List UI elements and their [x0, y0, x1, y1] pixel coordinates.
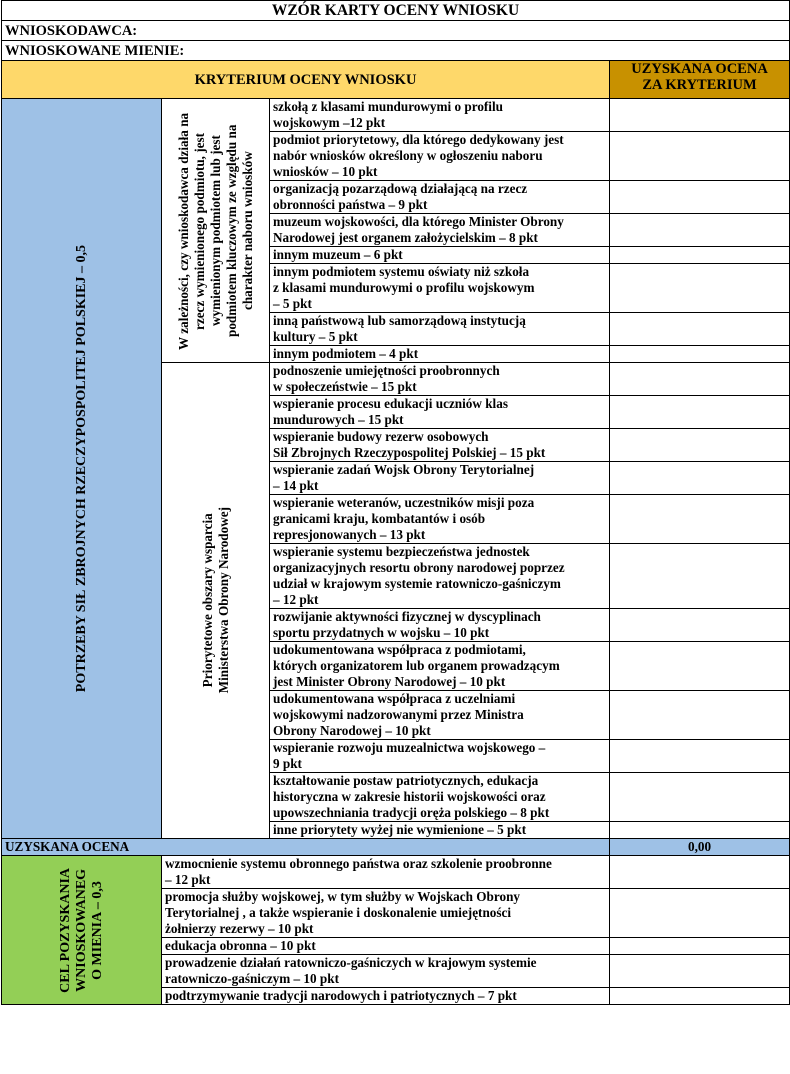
score-cell[interactable] [610, 363, 790, 396]
criterion-line: udokumentowana współpraca z uczelniami [273, 691, 516, 706]
criterion-cell [270, 313, 610, 346]
group2-label-line: Ministerstwa Obrony Narodowej [215, 507, 231, 694]
score-cell[interactable] [610, 99, 790, 132]
criterion-line: podtrzymywanie tradycji narodowych i patriotycznych – 7 pkt [165, 988, 517, 1003]
criterion-line: szkołą z klasami mundurowymi o profilu [273, 99, 503, 114]
section1-label-cell [2, 99, 162, 839]
criterion-line: ratowniczo-gaśniczym – 10 pkt [165, 971, 339, 986]
group1-label [176, 100, 256, 362]
criterion-line: wspieranie systemu bezpieczeństwa jednostek [273, 544, 530, 559]
score-cell[interactable] [610, 264, 790, 313]
criterion-cell [270, 429, 610, 462]
criterion-line: żołnierzy rezerwy – 10 pkt [165, 921, 314, 936]
criterion-cell [270, 822, 610, 839]
criterion-cell [162, 856, 610, 889]
criterion-line: edukacja obronna – 10 pkt [165, 938, 316, 953]
score-cell[interactable] [610, 429, 790, 462]
criterion-cell [270, 773, 610, 822]
group2-label-cell [162, 363, 270, 839]
criterion-cell [270, 132, 610, 181]
criterion-line: Obrony Narodowej – 10 pkt [273, 723, 431, 738]
criterion-line: wspieranie budowy rezerw osobowych [273, 429, 489, 444]
group2-label [200, 507, 232, 693]
criterion-line: 9 pkt [273, 756, 302, 771]
criterion-cell [270, 99, 610, 132]
group1-label-line: W zależności, czy wnioskodawca działa na [175, 111, 191, 350]
criterion-line: kształtowanie postaw patriotycznych, edukacja [273, 773, 539, 788]
criterion-line: Terytorialnej , a także wspieranie i doskonalenie umiejętności [165, 905, 512, 920]
score-cell[interactable] [610, 313, 790, 346]
group1-label-line: podmiotem kluczowym ze względu na [223, 124, 239, 337]
criterion-line: granicami kraju, kombatantów i osób [273, 511, 486, 526]
section1-sum-value: 0,00 [610, 839, 790, 856]
section2-label-line: O MIENIA – 0,3 [89, 880, 105, 980]
score-cell[interactable] [610, 544, 790, 609]
criterion-line: obronności państwa – 9 pkt [273, 197, 428, 212]
section1-label: POTRZEBY SIŁ ZBROJNYCH RZECZYPOSPOLITEJ POLSKIEJ – 0,5 [73, 244, 89, 693]
criterion-line: organizacyjnych resortu obrony narodowej poprzez [273, 560, 565, 575]
group1-label-cell [162, 99, 270, 363]
criterion-line: represjonowanych – 13 pkt [273, 527, 426, 542]
criterion-cell [270, 247, 610, 264]
requested-property-label: WNIOSKOWANE MIENIE: [2, 41, 790, 61]
criterion-cell [270, 346, 610, 363]
criterion-line: innym podmiotem systemu oświaty niż szkoła [273, 264, 530, 279]
score-cell[interactable] [610, 247, 790, 264]
score-cell[interactable] [610, 856, 790, 889]
criterion-cell [270, 214, 610, 247]
criterion-line: podnoszenie umiejętności proobronnych [273, 363, 500, 378]
score-cell[interactable] [610, 181, 790, 214]
criterion-line: – 14 pkt [273, 478, 319, 493]
score-cell[interactable] [610, 889, 790, 938]
criterion-line: – 12 pkt [273, 592, 319, 607]
criterion-cell [270, 642, 610, 691]
criterion-line: organizacją pozarządową działającą na rzecz [273, 181, 528, 196]
criterion-line: – 5 pkt [273, 296, 312, 311]
criterion-line: wzmocnienie systemu obronnego państwa oraz szkolenie proobronne [165, 856, 552, 871]
score-cell[interactable] [610, 938, 790, 955]
criterion-line: z klasami mundurowymi o profilu wojskowym [273, 280, 535, 295]
section2-label-line: WNIOSKOWANEG [73, 868, 89, 992]
criterion-row [2, 99, 790, 132]
criterion-line: upowszechniania tradycji oręża polskiego – 8 pkt [273, 805, 550, 820]
criterion-cell [270, 609, 610, 642]
criterion-line: historyczna w zakresie historii wojskowości oraz [273, 789, 546, 804]
score-cell[interactable] [610, 609, 790, 642]
criterion-line: mundurowych – 15 pkt [273, 412, 404, 427]
criterion-line: – 12 pkt [165, 872, 211, 887]
criterion-line: udokumentowana współpraca z podmiotami, [273, 642, 526, 657]
group1-label-line: rzecz wymienionego podmiotu, jest [191, 131, 207, 330]
score-cell[interactable] [610, 495, 790, 544]
score-cell[interactable] [610, 396, 790, 429]
criterion-cell [270, 740, 610, 773]
criterion-line: inne priorytety wyżej nie wymienione – 5 pkt [273, 822, 527, 837]
section1-sum-label: UZYSKANA OCENA [2, 839, 610, 856]
score-cell[interactable] [610, 773, 790, 822]
criterion-cell [270, 264, 610, 313]
criterion-line: sportu przydatnych w wojsku – 10 pkt [273, 625, 490, 640]
criterion-line: udział w krajowym systemie ratowniczo-gaśniczym [273, 576, 561, 591]
criterion-cell [270, 181, 610, 214]
criterion-cell [270, 462, 610, 495]
score-cell[interactable] [610, 822, 790, 839]
criterion-line: wspieranie zadań Wojsk Obrony Terytorialnej [273, 462, 535, 477]
criterion-header: KRYTERIUM OCENY WNIOSKU [2, 61, 610, 99]
group1-label-line: charakter naboru wniosków [239, 151, 255, 310]
criterion-line: wniosków – 10 pkt [273, 164, 378, 179]
criterion-cell [162, 955, 610, 988]
criterion-line: Narodowej jest organem założycielskim – 8 pkt [273, 230, 538, 245]
score-cell[interactable] [610, 740, 790, 773]
criterion-row [2, 856, 790, 889]
score-cell[interactable] [610, 691, 790, 740]
criterion-line: promocja służby wojskowej, w tym służby w Wojskach Obrony [165, 889, 520, 904]
criterion-line: rozwijanie aktywności fizycznej w dyscyplinach [273, 609, 541, 624]
criterion-line: muzeum wojskowości, dla którego Minister Obrony [273, 214, 564, 229]
criterion-line: wspieranie rozwoju muzealnictwa wojskowego – [273, 740, 546, 755]
score-cell[interactable] [610, 132, 790, 181]
section2-label [58, 868, 106, 993]
criterion-line: innym podmiotem – 4 pkt [273, 346, 419, 361]
group2-label-line: Priorytetowe obszary wsparcia [199, 513, 215, 688]
card-title: WZÓR KARTY OCENY WNIOSKU [2, 1, 790, 21]
score-cell[interactable] [610, 955, 790, 988]
criterion-line: podmiot priorytetowy, dla którego dedykowany jest [273, 132, 564, 147]
criterion-line: innym muzeum – 6 pkt [273, 247, 403, 262]
criterion-line: wojskowymi nadzorowanymi przez Ministra [273, 707, 524, 722]
evaluation-card-table [1, 0, 790, 1005]
score-header-line2: ZA KRYTERIUM [642, 77, 757, 93]
criterion-line: Sił Zbrojnych Rzeczypospolitej Polskiej – 15 pkt [273, 445, 546, 460]
criterion-line: prowadzenie działań ratowniczo-gaśniczych w krajowym systemie [165, 955, 537, 970]
score-cell[interactable] [610, 346, 790, 363]
criterion-cell [162, 938, 610, 955]
score-cell[interactable] [610, 642, 790, 691]
score-header-line1: UZYSKANA OCENA [631, 61, 768, 77]
section1-sum-row [2, 839, 790, 856]
criterion-cell [270, 396, 610, 429]
criterion-line: kultury – 5 pkt [273, 329, 358, 344]
criterion-cell [270, 691, 610, 740]
criterion-line: wojskowym –12 pkt [273, 115, 386, 130]
score-header [610, 61, 790, 99]
criterion-line: jest Minister Obrony Narodowej – 10 pkt [273, 674, 506, 689]
criterion-line: których organizatorem lub organem prowadzącym [273, 658, 560, 673]
criterion-cell [162, 988, 610, 1005]
section2-label-cell [2, 856, 162, 1005]
criterion-line: nabór wniosków określony w ogłoszeniu naboru [273, 148, 543, 163]
criterion-line: wspieranie weteranów, uczestników misji poza [273, 495, 535, 510]
group1-label-line: wymienionym podmiotem lub jest [207, 135, 223, 326]
criterion-line: inną państwową lub samorządową instytucją [273, 313, 526, 328]
section2-label-line: CEL POZYSKANIA [57, 867, 73, 993]
criterion-line: w społeczeństwie – 15 pkt [273, 379, 417, 394]
score-cell[interactable] [610, 988, 790, 1005]
criterion-cell [270, 495, 610, 544]
applicant-label: WNIOSKODAWCA: [2, 21, 790, 41]
criterion-cell [270, 544, 610, 609]
score-cell[interactable] [610, 214, 790, 247]
criterion-line: wspieranie procesu edukacji uczniów klas [273, 396, 508, 411]
score-cell[interactable] [610, 462, 790, 495]
criterion-cell [270, 363, 610, 396]
criterion-cell [162, 889, 610, 938]
